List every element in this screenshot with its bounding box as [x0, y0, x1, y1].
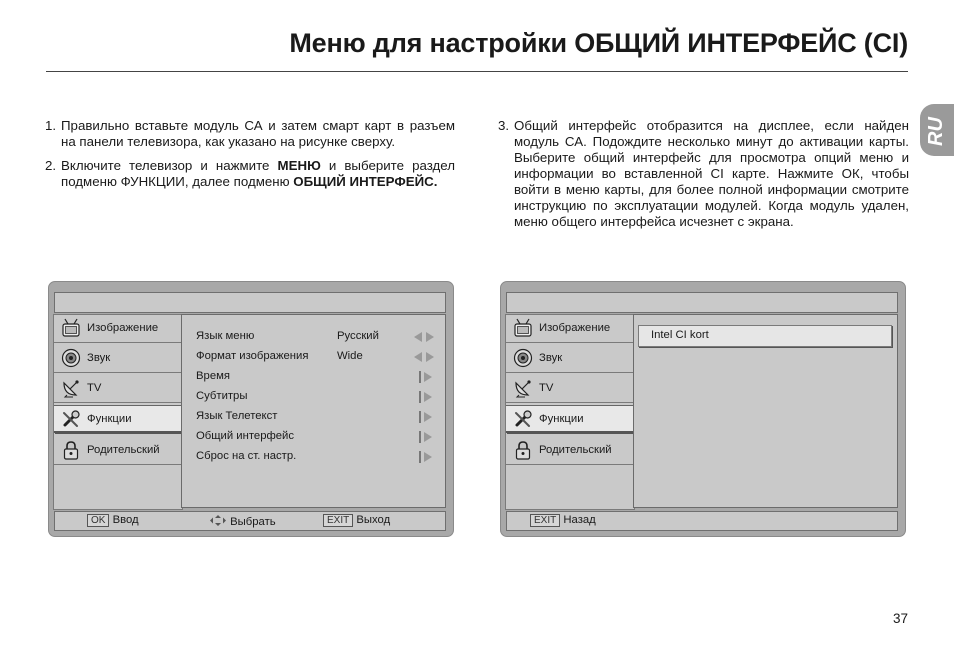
osd-settings-panel	[181, 314, 446, 508]
instruction-step-3	[498, 118, 909, 230]
setting-label: Формат изображения	[196, 350, 309, 362]
step-text: Включите телевизор и нажмите	[61, 158, 278, 173]
footer-exit-label: Выход	[356, 514, 391, 526]
page-title: Меню для настройки ОБЩИЙ ИНТЕРФЕЙС (CI)	[289, 28, 908, 58]
enter-arrow-icon	[413, 411, 435, 423]
sidebar-item-sound[interactable]	[506, 345, 634, 373]
sidebar-item-label: Родительский	[87, 444, 160, 456]
left-right-arrows-icon	[413, 351, 435, 363]
satellite-dish-icon	[61, 378, 81, 398]
enter-arrow-icon	[413, 391, 435, 403]
enter-arrow-icon	[413, 431, 435, 443]
setting-row-common-interface[interactable]	[196, 427, 437, 447]
footer-ok-hint	[87, 514, 139, 527]
step-number: 3.	[498, 118, 510, 133]
setting-row-subtitles[interactable]	[196, 387, 437, 407]
osd-functions-menu	[48, 281, 454, 537]
osd-ci-panel	[633, 314, 898, 508]
menu-key-label: МЕНЮ	[277, 158, 321, 173]
title-divider	[46, 71, 908, 72]
setting-row-teletext-language[interactable]	[196, 407, 437, 427]
sidebar-item-label: Функции	[539, 413, 584, 425]
osd-header-bar	[506, 292, 898, 313]
setting-label: Язык меню	[196, 330, 255, 342]
footer-select-label: Выбрать	[230, 516, 276, 528]
sidebar-item-label: TV	[539, 382, 554, 394]
instruction-step-2	[45, 158, 455, 190]
tv-icon	[513, 318, 533, 338]
footer-back-hint	[530, 514, 596, 527]
speaker-icon	[513, 348, 533, 368]
sidebar-item-tv[interactable]	[54, 375, 182, 403]
setting-label: Время	[196, 370, 230, 382]
sidebar-item-tv[interactable]	[506, 375, 634, 403]
setting-label: Общий интерфейс	[196, 430, 295, 442]
sidebar-item-functions[interactable]	[506, 405, 634, 433]
ci-module-label: Intel CI kort	[651, 329, 709, 341]
osd-ci-menu	[500, 281, 906, 537]
lock-icon	[513, 440, 533, 460]
osd-sidebar	[53, 314, 183, 510]
speaker-icon	[61, 348, 81, 368]
footer-ok-label: Ввод	[112, 514, 139, 526]
setting-value: Wide	[337, 350, 363, 362]
lock-icon	[61, 440, 81, 460]
tv-icon	[61, 318, 81, 338]
sidebar-item-picture[interactable]	[506, 315, 634, 343]
osd-footer-bar	[54, 511, 446, 531]
exit-key-chip: EXIT	[323, 514, 353, 527]
ci-module-item[interactable]	[638, 325, 892, 347]
wrench-icon	[61, 409, 81, 429]
left-right-arrows-icon	[413, 331, 435, 343]
step-number: 2.	[45, 158, 57, 173]
footer-back-label: Назад	[563, 514, 596, 526]
step-text: и выберите раздел подменю ФУНКЦИИ, далее подменю	[61, 158, 455, 189]
osd-header-bar	[54, 292, 446, 313]
footer-exit-hint	[323, 514, 390, 527]
instructions-left	[45, 118, 455, 198]
sidebar-item-label: TV	[87, 382, 102, 394]
ok-key-chip: OK	[87, 514, 109, 527]
sidebar-item-label: Звук	[539, 352, 563, 364]
setting-row-time[interactable]	[196, 367, 437, 387]
step-text: Общий интерфейс отобразится на дисплее, если найден модуль СА. Подождите несколько минут до активации карты. Выберите общий интерфейс для просмотра опций меню и информации во вставленной CI карте. Нажмите ОК, чтобы войти в меню карты, для более полной информации смотрите инструкцию по эксплуатации модулей. Когда модуль удален, меню общего интерфейса исчезнет с экрана.	[514, 118, 909, 229]
step-number: 1.	[45, 118, 57, 133]
enter-arrow-icon	[413, 371, 435, 383]
sidebar-item-label: Изображение	[539, 322, 611, 334]
sidebar-item-label: Родительский	[539, 444, 612, 456]
sidebar-item-label: Звук	[87, 352, 111, 364]
instructions-right	[498, 118, 909, 238]
footer-select-hint	[209, 514, 276, 528]
setting-label: Субтитры	[196, 390, 248, 402]
sidebar-item-picture[interactable]	[54, 315, 182, 343]
ci-menu-label: ОБЩИЙ ИНТЕРФЕЙС.	[293, 174, 438, 189]
setting-label: Сброс на ст. настр.	[196, 450, 297, 462]
navigate-arrows-icon	[209, 514, 227, 527]
setting-label: Язык Телетекст	[196, 410, 278, 422]
language-tab-label: RU	[924, 117, 947, 146]
osd-footer-bar	[506, 511, 898, 531]
instruction-step-1	[45, 118, 455, 150]
exit-key-chip: EXIT	[530, 514, 560, 527]
sidebar-item-sound[interactable]	[54, 345, 182, 373]
page-number: 37	[892, 611, 908, 626]
sidebar-item-functions[interactable]	[54, 405, 182, 433]
sidebar-item-label: Изображение	[87, 322, 159, 334]
wrench-icon	[513, 409, 533, 429]
setting-value: Русский	[337, 330, 379, 342]
osd-sidebar	[505, 314, 635, 510]
step-text: Правильно вставьте модуль СА и затем смарт карт в разъем на панели телевизора, как указано на рисунке сверху.	[61, 118, 455, 149]
setting-row-aspect-ratio[interactable]	[196, 347, 437, 367]
sidebar-item-label: Функции	[87, 413, 132, 425]
sidebar-item-parental[interactable]	[54, 437, 182, 465]
setting-row-factory-reset[interactable]	[196, 447, 437, 467]
sidebar-item-parental[interactable]	[506, 437, 634, 465]
satellite-dish-icon	[513, 378, 533, 398]
setting-row-menu-language[interactable]	[196, 327, 437, 347]
language-tab	[920, 104, 954, 156]
enter-arrow-icon	[413, 451, 435, 463]
